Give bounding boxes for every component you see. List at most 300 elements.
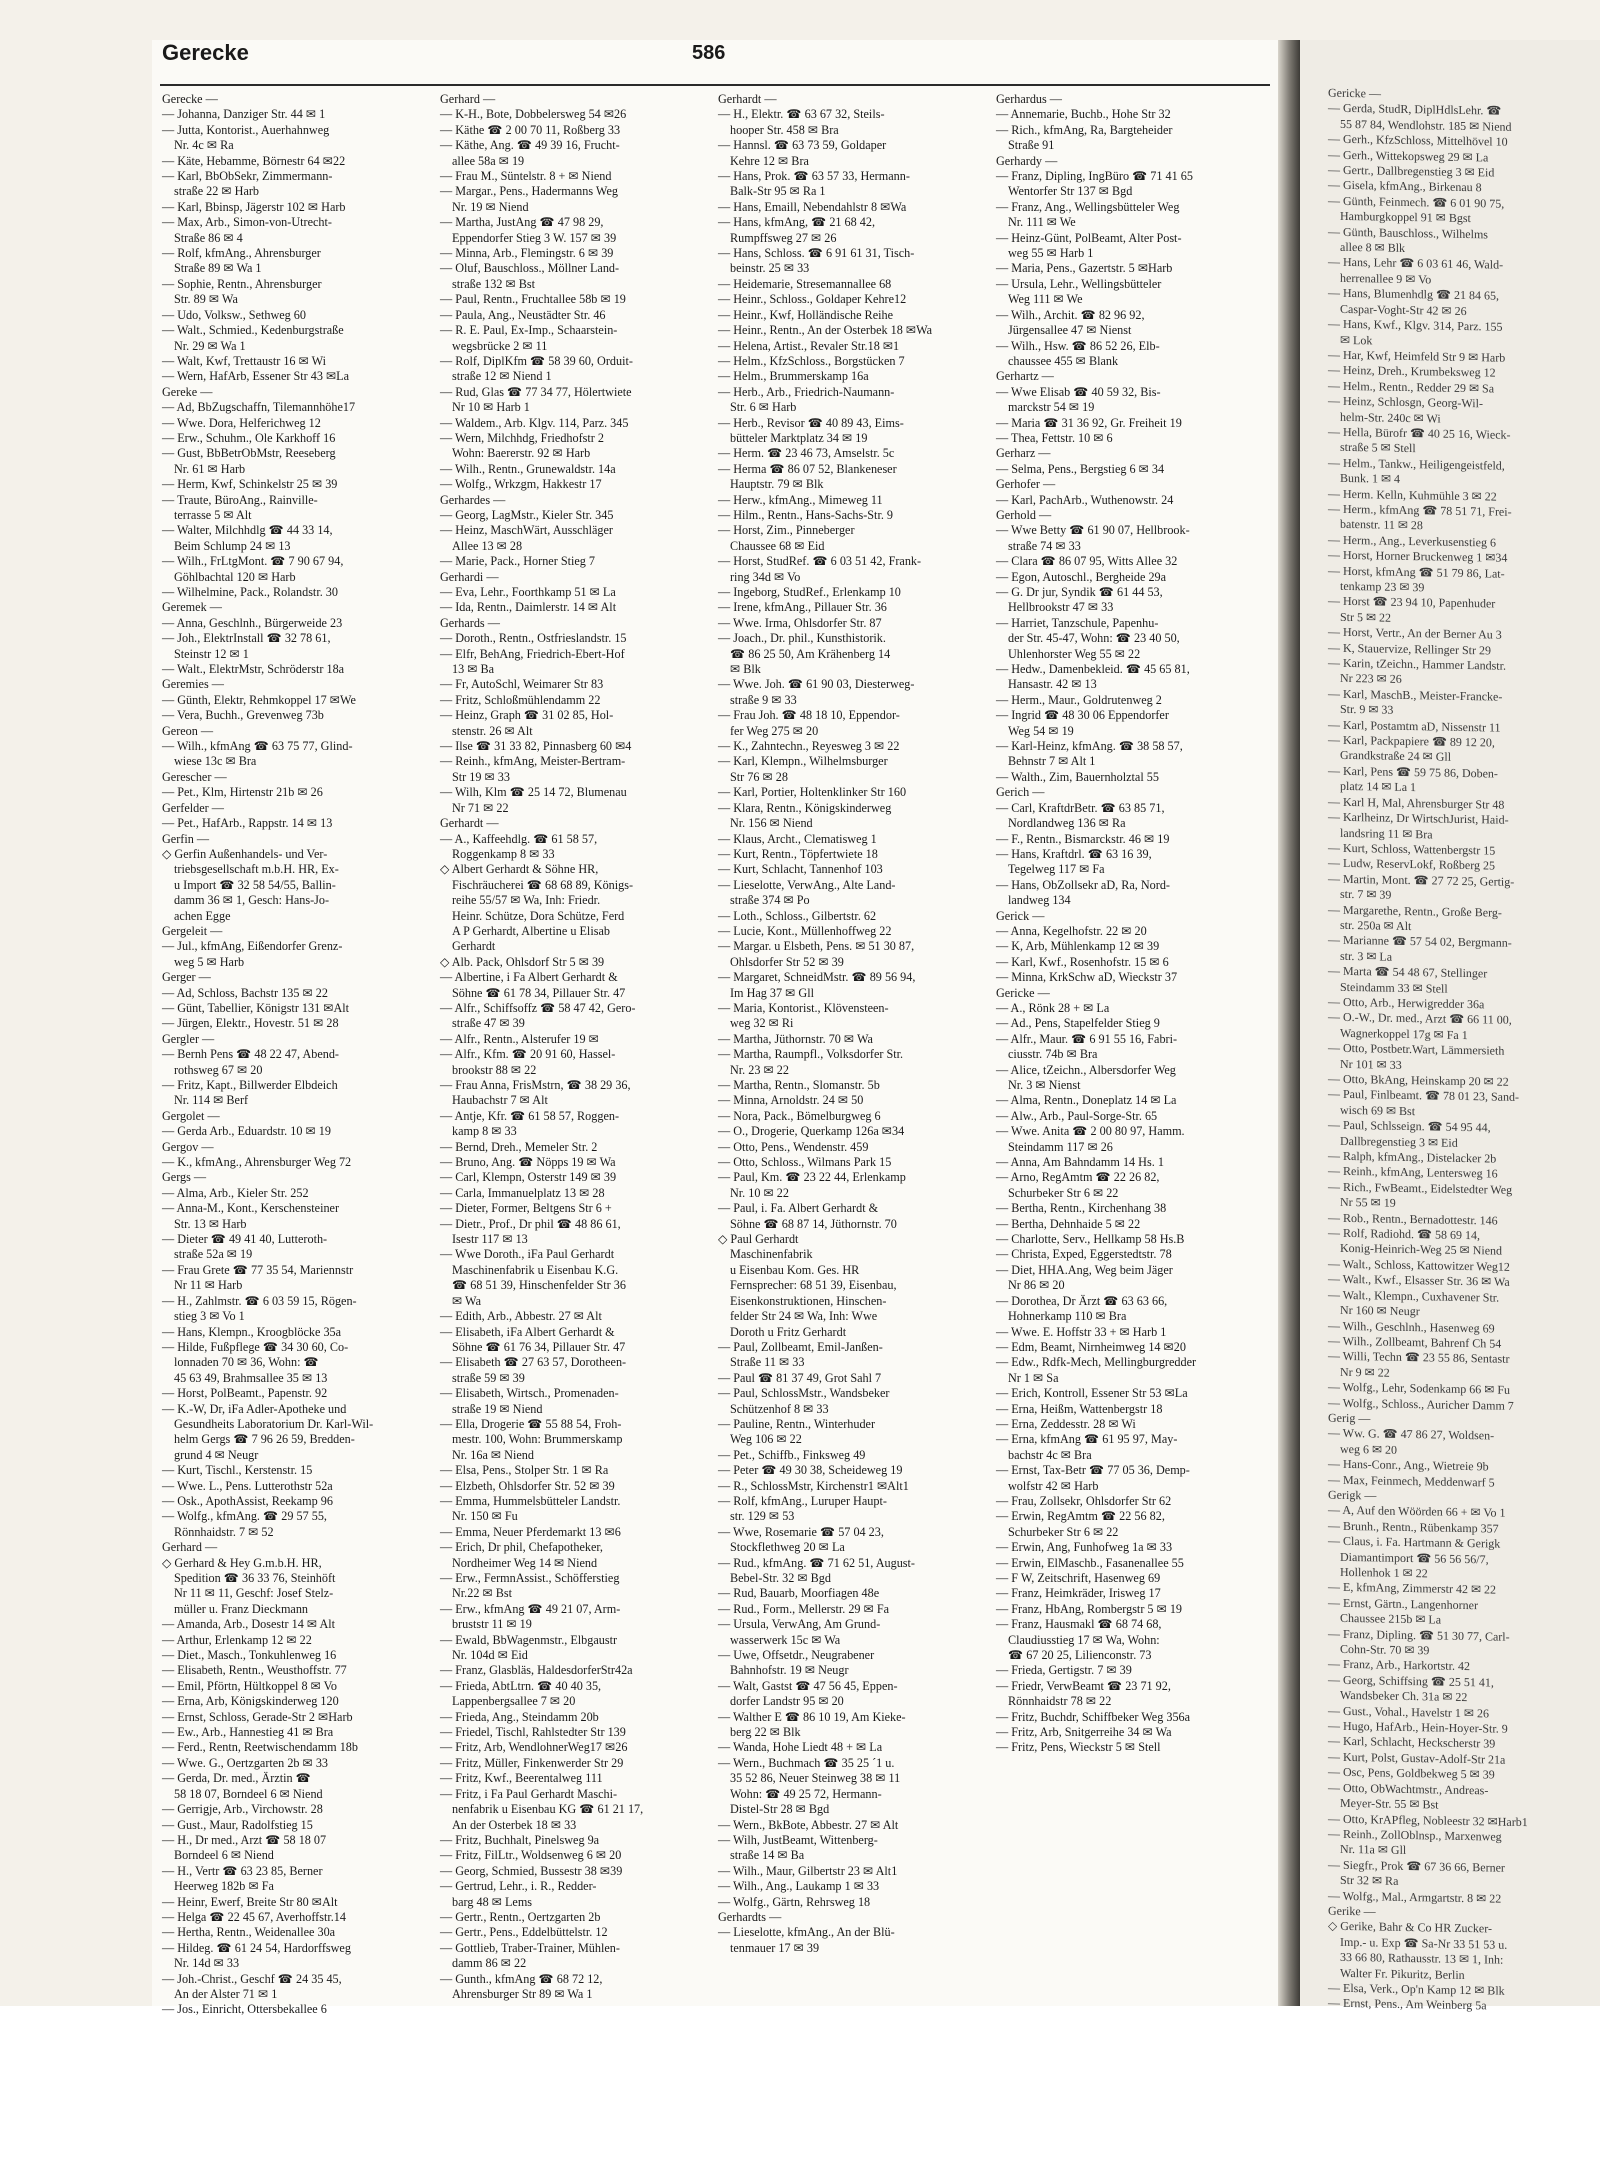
entry-continuation: helm-Str. 240c ✉ Wi	[1340, 409, 1441, 426]
directory-entry: — Erw., Schuhm., Ole Karkhoff 16	[162, 430, 336, 445]
entry-continuation: der Str. 45-47, Wohn: ☎ 23 40 50,	[1008, 631, 1180, 646]
directory-entry: — K-H., Bote, Dobbelersweg 54 ✉26	[440, 107, 627, 122]
entry-continuation: Straße 91	[1008, 138, 1055, 153]
directory-entry: — Käthe ☎ 2 00 70 11, Roßberg 33	[440, 122, 621, 137]
entry-continuation: Jürgensallee 47 ✉ Nienst	[1008, 323, 1132, 338]
directory-entry: — Paula, Ang., Neustädter Str. 46	[440, 307, 606, 322]
directory-entry: — Walt., Klempn., Cuxhavener Str.	[1328, 1287, 1500, 1305]
directory-entry: — Karl, Bbinsp, Jägerstr 102 ✉ Harb	[162, 199, 346, 214]
directory-entry: — Frau M., Süntelstr. 8 + ✉ Niend	[440, 169, 612, 184]
surname-heading: Gerhardt —	[440, 816, 499, 831]
entry-continuation: Str 5 ✉ 22	[1340, 609, 1392, 625]
directory-entry: — Horst ☎ 23 94 10, Papenhuder	[1328, 594, 1496, 611]
directory-entry: — Wilh., Geschlnh., Hasenweg 69	[1328, 1318, 1495, 1336]
entry-continuation: Nr. 14d ✉ 33	[174, 1956, 240, 1971]
entry-continuation: allee 58a ✉ 19	[452, 153, 525, 168]
directory-entry: — Erwin, ElMaschb., Fasanenallee 55	[996, 1555, 1184, 1570]
directory-entry: — Max, Feinmech, Meddenwarf 5	[1328, 1472, 1495, 1490]
directory-entry: — Wilh, Klm ☎ 25 14 72, Blumenau	[440, 785, 627, 800]
entry-continuation: damm 36 ✉ 1, Gesch: Hans-Jo-	[174, 893, 330, 908]
entry-continuation: barg 48 ✉ Lems	[452, 1894, 533, 1909]
directory-entry: — Wolfg., Schloss., Auricher Damm 7	[1328, 1395, 1514, 1413]
directory-entry: — Elzbeth, Ohlsdorfer Str. 52 ✉ 39	[440, 1478, 615, 1493]
directory-entry: — Selma, Pens., Bergstieg 6 ✉ 34	[996, 461, 1165, 476]
surname-heading: Gerhardy —	[996, 153, 1058, 168]
running-head	[162, 40, 1262, 80]
surname-heading: Gerich —	[996, 785, 1045, 800]
directory-entry: — Emma, Neuer Pferdemarkt 13 ✉6	[440, 1524, 621, 1539]
directory-entry: — Vera, Buchh., Grevenweg 73b	[162, 708, 324, 723]
scan-margin	[0, 2006, 1600, 2177]
directory-entry: — Paul, Km. ☎ 23 22 44, Erlenkamp	[718, 1170, 906, 1185]
directory-entry: — Rich., kfmAng, Ra, Bargteheider	[996, 122, 1173, 137]
entry-continuation: Söhne ☎ 61 78 34, Pillauer Str. 47	[452, 985, 626, 1000]
directory-entry: — Ursula, VerwAng, Am Grund-	[718, 1617, 881, 1632]
directory-entry: — Frieda, AbtLtrn. ☎ 40 40 35,	[440, 1678, 602, 1693]
directory-entry: — Walther E ☎ 86 10 19, Am Kieke-	[718, 1709, 906, 1724]
directory-entry: — Walt., Kwf., Elsasser Str. 36 ✉ Wa	[1328, 1271, 1510, 1290]
directory-entry: — Kurt, Rentn., Töpfertwiete 18	[718, 846, 878, 861]
directory-entry: — Wern, HafArb, Essener Str 43 ✉La	[162, 369, 350, 384]
directory-entry: — Günth, Elektr, Rehmkoppel 17 ✉We	[162, 692, 356, 707]
directory-entry: — Herm. ☎ 23 46 73, Amselstr. 5c	[718, 446, 895, 461]
entry-continuation: str. 129 ✉ 53	[730, 1509, 795, 1524]
directory-entry: — Gerda, Dr. med., Ärztin ☎	[162, 1771, 311, 1786]
directory-entry: — Osc, Pens, Goldbekweg 5 ✉ 39	[1328, 1764, 1495, 1782]
surname-heading: Gerhartz —	[996, 369, 1054, 384]
directory-entry: — Franz, Glasbläs, HaldesdorferStr42a	[440, 1663, 633, 1678]
directory-entry: — Kurt, Schlacht, Tannenhof 103	[718, 862, 883, 877]
entry-continuation: Nr 86 ✉ 20	[1008, 1278, 1065, 1293]
directory-entry: — Franz, HbAng, Rombergstr 5 ✉ 19	[996, 1601, 1183, 1616]
directory-entry: — Rud, Glas ☎ 77 34 77, Hölertwiete	[440, 384, 632, 399]
directory-entry: — Elisabeth, Wirtsch., Promenaden-	[440, 1386, 619, 1401]
directory-entry: — Helm., Rentn., Redder 29 ✉ Sa	[1328, 378, 1495, 396]
directory-entry: — Elisabeth, Rentn., Weusthoffstr. 77	[162, 1663, 347, 1678]
entry-continuation: Eppendorfer Stieg 3 W. 157 ✉ 39	[452, 230, 617, 245]
directory-entry: — Walt., Schloss, Kattowitzer Weg12	[1328, 1256, 1510, 1274]
entry-continuation: Isestr 117 ✉ 13	[452, 1232, 528, 1247]
entry-continuation: dorfer Landstr 95 ✉ 20	[730, 1694, 844, 1709]
directory-entry: — Waldem., Arb. Klgv. 114, Parz. 345	[440, 415, 629, 430]
entry-continuation: Fischräucherei ☎ 68 68 89, Königs-	[452, 877, 634, 892]
directory-entry: — Ingeborg, StudRef., Erlenkamp 10	[718, 585, 901, 599]
entry-continuation: Rönnhaidstr 78 ✉ 22	[1008, 1694, 1112, 1709]
directory-entry: — Doroth., Rentn., Ostfrieslandstr. 15	[440, 631, 627, 646]
directory-entry: — A, Auf den Wöörden 66 + ✉ Vo 1	[1328, 1503, 1506, 1521]
entry-continuation: Wagnerkoppel 17g ✉ Fa 1	[1340, 1025, 1468, 1042]
entry-continuation: kamp 8 ✉ 33	[452, 1124, 517, 1139]
header-rule	[160, 84, 1270, 86]
entry-continuation: helm Gergs ☎ 7 96 26 59, Bredden-	[174, 1432, 355, 1447]
directory-entry: — Franz, Hausmakl ☎ 68 74 68,	[996, 1617, 1162, 1632]
directory-entry: — Paul, i. Fa. Albert Gerhardt &	[718, 1201, 879, 1216]
directory-entry: ◇ Gerfin Außenhandels- und Ver-	[162, 846, 328, 861]
entry-continuation: str. 7 ✉ 39	[1340, 886, 1392, 902]
entry-continuation: Allee 13 ✉ 28	[452, 538, 523, 553]
directory-entry: — Gerh., Wittekopsweg 29 ✉ La	[1328, 147, 1489, 165]
entry-continuation: Walter Fr. Pikuritz, Berlin	[1340, 1965, 1465, 1982]
entry-continuation: Imp.- u. Exp ☎ Sa-Nr 33 51 53 u.	[1340, 1934, 1508, 1952]
entry-continuation: Nr. 4c ✉ Ra	[174, 138, 234, 153]
entry-continuation: Behnstr 7 ✉ Alt 1	[1008, 754, 1096, 769]
surname-heading: Gerig —	[1328, 1410, 1371, 1426]
directory-entry: — A., Rönk 28 + ✉ La	[996, 1000, 1110, 1015]
directory-entry: — Siegfr., Prok ☎ 67 36 66, Berner	[1328, 1857, 1505, 1875]
entry-continuation: Nr 1 ✉ Sa	[1008, 1370, 1059, 1385]
directory-entry: — Rud., kfmAng. ☎ 71 62 51, August-	[718, 1555, 915, 1570]
directory-entry: — Irene, kfmAng., Pillauer Str. 36	[718, 600, 887, 615]
directory-entry: — Wwe. Irma, Ohlsdorfer Str. 87	[718, 615, 882, 630]
surname-heading: Gerfin —	[162, 831, 210, 846]
directory-entry: — Wwe Elisab ☎ 40 59 32, Bis-	[996, 384, 1161, 399]
entry-continuation: Doroth u Fritz Gerhardt	[730, 1324, 847, 1339]
directory-entry: — Heinr., Kwf, Holländische Reihe	[718, 307, 893, 322]
directory-entry: — Heinr., Schloss., Goldaper Kehre12	[718, 292, 907, 307]
entry-continuation: ✉ Blk	[730, 662, 761, 677]
directory-entry: — Helm., Tankw., Heiligengeistfeld,	[1328, 455, 1505, 473]
entry-continuation: Nr. 16a ✉ Niend	[452, 1447, 534, 1462]
directory-entry: — Heinr, Ewerf, Breite Str 80 ✉Alt	[162, 1894, 338, 1909]
directory-entry: — Annemarie, Buchb., Hohe Str 32	[996, 107, 1171, 122]
directory-entry: — Gerrigje, Arb., Virchowstr. 28	[162, 1802, 323, 1817]
surname-heading: Geremek —	[162, 600, 222, 615]
directory-entry: — Hans, Emaill, Nebendahlstr 8 ✉Wa	[718, 199, 907, 214]
entry-continuation: Str 19 ✉ 33	[452, 769, 510, 784]
directory-entry: — Margar. u Elsbeth, Pens. ✉ 51 30 87,	[718, 939, 915, 954]
directory-entry: — Herm., Ang., Leverkusenstieg 6	[1328, 532, 1496, 550]
directory-entry: — Pet., Klm, Hirtenstr 21b ✉ 26	[162, 785, 323, 800]
surname-heading: Gerhards —	[440, 615, 500, 630]
directory-entry: — Rud, Bauarb, Moorfiagen 48e	[718, 1586, 880, 1601]
entry-continuation: achen Egge	[174, 908, 231, 923]
entry-continuation: Hansastr. 42 ✉ 13	[1008, 677, 1097, 692]
directory-entry: — Paul, SchlossMstr., Wandsbeker	[718, 1386, 890, 1401]
directory-entry: — Wilh., Maur, Gilbertstr 23 ✉ Alt1	[718, 1863, 898, 1878]
directory-entry: — Herma ☎ 86 07 52, Blankeneser	[718, 461, 897, 476]
surname-heading: Gergov —	[162, 1139, 214, 1154]
entry-continuation: wolfstr 42 ✉ Harb	[1008, 1478, 1099, 1493]
directory-entry: — Wern., BkBote, Abbestr. 27 ✉ Alt	[718, 1817, 899, 1832]
directory-entry: — O., Drogerie, Querkamp 126a ✉34	[718, 1124, 905, 1139]
entry-continuation: Schurbeker Str 6 ✉ 22	[1008, 1185, 1119, 1200]
entry-continuation: Steinstr 12 ✉ 1	[174, 646, 249, 661]
entry-continuation: straße 22 ✉ Harb	[174, 184, 260, 199]
directory-entry: — Bernd, Dreh., Memeler Str. 2	[440, 1139, 598, 1154]
directory-entry: — Gerh., KfzSchloss, Mittelhövel 10	[1328, 131, 1508, 149]
directory-entry: — Hans, Prok. ☎ 63 57 33, Hermann-	[718, 169, 910, 184]
entry-continuation: Nr 101 ✉ 33	[1340, 1056, 1402, 1072]
directory-entry: — Horst, PolBeamt., Papenstr. 92	[162, 1386, 328, 1401]
directory-entry: — Gerda, StudR, DiplHdlsLehr. ☎	[1328, 101, 1502, 119]
entry-continuation: Hellbrookstr 47 ✉ 33	[1008, 600, 1114, 615]
directory-entry: — Herm., kfmAng ☎ 78 51 71, Frei-	[1328, 501, 1512, 519]
surname-heading: Gerescher —	[162, 769, 227, 784]
entry-continuation: Bunk. 1 ✉ 4	[1340, 470, 1401, 487]
directory-entry: — K.-W, Dr, iFa Adler-Apotheke und	[162, 1401, 347, 1416]
directory-entry: — Erw., FermnAssist., Schöfferstieg	[440, 1571, 620, 1585]
directory-entry: — Emil, Pförtn, Hültkoppel 8 ✉ Vo	[162, 1678, 337, 1693]
directory-entry: — R. E. Paul, Ex-Imp., Schaarstein-	[440, 323, 618, 338]
directory-entry: — Maria ☎ 31 36 92, Gr. Freiheit 19	[996, 415, 1182, 430]
directory-entry: — Marie, Pack., Horner Stieg 7	[440, 554, 596, 569]
surname-heading: Gerhardi —	[440, 569, 499, 584]
entry-continuation: ciusstr. 74b ✉ Bra	[1008, 1047, 1098, 1062]
directory-entry: — Maria, Pens., Gazertstr. 5 ✉Harb	[996, 261, 1173, 276]
entry-continuation: straße 74 ✉ 33	[1008, 538, 1081, 553]
directory-entry: — Otto, BkAng, Heinskamp 20 ✉ 22	[1328, 1071, 1509, 1089]
directory-entry: — F., Rentn., Bismarckstr. 46 ✉ 19	[996, 831, 1170, 846]
directory-entry: — Günt, Tabellier, Königstr 131 ✉Alt	[162, 1000, 350, 1015]
directory-entry: — Karl, Pens ☎ 59 75 86, Doben-	[1328, 763, 1498, 781]
directory-entry: — Fritz, Pens, Wieckstr 5 ✉ Stell	[996, 1740, 1161, 1755]
entry-continuation: straße 52a ✉ 19	[174, 1247, 253, 1262]
entry-continuation: straße 374 ✉ Po	[730, 893, 810, 908]
directory-entry: — Pauline, Rentn., Winterhuder	[718, 1416, 876, 1431]
directory-entry: — Wolfg., Mal., Armgartstr. 8 ✉ 22	[1328, 1888, 1502, 1906]
directory-entry: — Brunh., Rentn., Rübenkamp 357	[1328, 1518, 1499, 1536]
surname-heading: Gergeleit —	[162, 923, 223, 938]
directory-entry: — Elisabeth, iFa Albert Gerhardt &	[440, 1324, 615, 1339]
entry-continuation: Gerhardt	[452, 939, 496, 954]
directory-entry: — Alw., Arb., Paul-Sorge-Str. 65	[996, 1108, 1158, 1123]
directory-entry: — Ad, Schloss, Bachstr 135 ✉ 22	[162, 985, 328, 1000]
directory-entry: — Horst, kfmAng ☎ 51 79 86, Lat-	[1328, 563, 1505, 581]
entry-continuation: stenstr. 26 ✉ Alt	[452, 723, 533, 738]
directory-entry: — R., SchlossMstr, Kirchenstr1 ✉Alt1	[718, 1478, 909, 1493]
directory-entry: — Elsa, Pens., Stolper Str. 1 ✉ Ra	[440, 1463, 609, 1478]
directory-entry: — Walth., Zim, Bauernholztal 55	[996, 769, 1159, 784]
directory-column-2	[440, 92, 704, 2001]
directory-entry: — Jul., kfmAng, Eißendorfer Grenz-	[162, 939, 343, 954]
entry-continuation: Wohn: ☎ 49 25 72, Hermann-	[730, 1786, 882, 1801]
directory-entry: — Ralph, kfmAng., Distelacker 2b	[1328, 1148, 1497, 1166]
directory-entry: — Wolfg., Gärtn, Rehrsweg 18	[718, 1894, 871, 1909]
directory-entry: — Ewald, BbWagenmstr., Elbgaustr	[440, 1632, 618, 1647]
book-gutter	[1278, 40, 1300, 2006]
directory-entry: — Karl, Kwf., Rosenhofstr. 15 ✉ 6	[996, 954, 1169, 969]
directory-entry: — H., Dr med., Arzt ☎ 58 18 07	[162, 1832, 327, 1847]
directory-entry: — Wern, Milchhdg, Friedhofstr 2	[440, 430, 604, 445]
directory-entry: — Ida, Rentn., Daimlerstr. 14 ✉ Alt	[440, 600, 617, 615]
directory-entry: — Horst, StudRef. ☎ 6 03 51 42, Frank-	[718, 554, 922, 569]
entry-continuation: beinstr. 25 ✉ 33	[730, 261, 810, 276]
directory-entry: — Horst, Horner Bruckenweg 1 ✉34	[1328, 547, 1508, 565]
directory-entry: ◇ Albert Gerhardt & Söhne HR,	[440, 862, 599, 877]
directory-entry: — Wolfg., Wrkzgm, Hakkestr 17	[440, 477, 602, 492]
directory-entry: — Klara, Rentn., Königskinderweg	[718, 800, 892, 815]
directory-entry: — Ursula, Lehr., Wellingsbütteler	[996, 276, 1162, 291]
entry-continuation: Bebel-Str. 32 ✉ Bgd	[730, 1571, 831, 1585]
entry-continuation: Nr 223 ✉ 26	[1340, 671, 1402, 687]
directory-entry: — Gust, BbBetrObMstr, Reeseberg	[162, 446, 336, 461]
directory-entry: — Erna, Heißm, Wattenbergstr 18	[996, 1401, 1163, 1416]
entry-continuation: Nr 71 ✉ 22	[452, 800, 509, 815]
entry-continuation: Weg 106 ✉ 22	[730, 1432, 802, 1447]
entry-continuation: bachstr 4c ✉ Bra	[1008, 1447, 1092, 1462]
directory-entry: — Anna, Am Bahndamm 14 Hs. 1	[996, 1155, 1164, 1170]
entry-continuation: bütteler Marktplatz 34 ✉ 19	[730, 430, 868, 445]
entry-continuation: Claudiusstieg 17 ✉ Wa, Wohn:	[1008, 1632, 1160, 1647]
entry-continuation: Nr. 11a ✉ Gll	[1340, 1842, 1407, 1858]
entry-continuation: Weg 111 ✉ We	[1008, 292, 1083, 307]
surname-heading: Gerfelder —	[162, 800, 224, 815]
surname-heading: Gerhardt —	[718, 92, 777, 106]
entry-continuation: Grandkstraße 24 ✉ Gll	[1340, 748, 1452, 765]
directory-entry: — Elsa, Verk., Op'n Kamp 12 ✉ Blk	[1328, 1980, 1505, 1998]
entry-continuation: Nr. 19 ✉ Niend	[452, 199, 529, 214]
directory-entry: — Edith, Arb., Abbestr. 27 ✉ Alt	[440, 1309, 602, 1324]
directory-entry: — H., Vertr ☎ 63 23 85, Berner	[162, 1863, 323, 1878]
entry-continuation: Wohn: Baererstr. 92 ✉ Harb	[452, 446, 591, 461]
directory-entry: — Oluf, Bauschloss., Möllner Land-	[440, 261, 620, 276]
directory-entry: — Karlheinz, Dr WirtschJurist, Haid-	[1328, 809, 1509, 827]
directory-entry: — Minna, Arnoldstr. 24 ✉ 50	[718, 1093, 864, 1108]
entry-continuation: terrasse 5 ✉ Alt	[174, 507, 252, 522]
entry-continuation: Ohlsdorfer Str 52 ✉ 39	[730, 954, 844, 969]
surname-heading: Gerhard —	[162, 1540, 218, 1555]
directory-entry: — Heinz, Graph ☎ 31 02 85, Hol-	[440, 708, 614, 723]
entry-continuation: marckstr 54 ✉ 19	[1008, 400, 1095, 415]
directory-entry: — Osk., ApothAssist, Reekamp 96	[162, 1493, 333, 1508]
directory-entry: — Horst, Zim., Pinneberger	[718, 523, 855, 538]
directory-entry: — Elisabeth ☎ 27 63 57, Dorotheen-	[440, 1355, 627, 1370]
directory-entry: — Alfr., Kfm. ☎ 20 91 60, Hassel-	[440, 1047, 616, 1062]
entry-continuation: Nr 10 ✉ Harb 1	[452, 400, 530, 415]
directory-entry: — Gerda Arb., Eduardstr. 10 ✉ 19	[162, 1124, 331, 1139]
directory-entry: — Wwe. E. Hoffstr 33 + ✉ Harb 1	[996, 1324, 1167, 1339]
entry-continuation: Haubachstr 7 ✉ Alt	[452, 1093, 548, 1108]
directory-entry: — Margaret, SchneidMstr. ☎ 89 56 94,	[718, 970, 916, 985]
directory-entry: — Karl H, Mal, Ahrensburger Str 48	[1328, 794, 1505, 812]
entry-continuation: Distel-Str 28 ✉ Bgd	[730, 1802, 830, 1817]
directory-entry: — Erna, Zeddesstr. 28 ✉ Wi	[996, 1416, 1136, 1431]
directory-entry: — Fritz, Müller, Finkenwerder Str 29	[440, 1755, 624, 1770]
directory-entry: — Klaus, Archt., Clematisweg 1	[718, 831, 877, 846]
directory-entry: — Gertrud, Lehr., i. R., Redder-	[440, 1879, 597, 1894]
entry-continuation: Nr 11 ✉ Harb	[174, 1278, 243, 1293]
entry-continuation: straße 47 ✉ 39	[452, 1016, 525, 1031]
entry-continuation: Str. 6 ✉ Harb	[730, 400, 797, 415]
entry-continuation: berg 22 ✉ Blk	[730, 1725, 801, 1740]
directory-entry: — Minna, Arb., Flemingstr. 6 ✉ 39	[440, 246, 614, 261]
directory-entry: — Paul, Rentn., Fruchtallee 58b ✉ 19	[440, 292, 626, 307]
entry-continuation: stieg 3 ✉ Vo 1	[174, 1309, 245, 1324]
directory-entry: — Emma, Hummelsbütteler Landstr.	[440, 1493, 621, 1508]
directory-entry: — Lieselotte, VerwAng., Alte Land-	[718, 877, 896, 892]
entry-continuation: Hauptstr. 79 ✉ Blk	[730, 477, 824, 492]
directory-entry: — Helm., Brummerskamp 16a	[718, 369, 869, 384]
directory-entry: — K, Stauervize, Rellinger Str 29	[1328, 640, 1491, 658]
directory-entry: — Edm, Beamt, Nirnheimweg 14 ✉20	[996, 1339, 1186, 1354]
directory-entry: — Reinh., kfmAng, Lentersweg 16	[1328, 1164, 1498, 1182]
directory-entry: — Walt., Schmied., Kedenburgstraße	[162, 323, 344, 338]
entry-continuation: Nr. 150 ✉ Fu	[452, 1509, 518, 1524]
surname-heading: Gerhold —	[996, 507, 1052, 522]
directory-entry: — Franz, Dipling, IngBüro ☎ 71 41 65	[996, 169, 1193, 184]
directory-entry: — K., Zahntechn., Reyesweg 3 ✉ 22	[718, 739, 900, 754]
directory-entry: — Hilm., Rentn., Hans-Sachs-Str. 9	[718, 507, 894, 522]
directory-entry: — Lieselotte, kfmAng., An der Blü-	[718, 1925, 895, 1940]
directory-entry: — Hedw., Damenbekleid. ☎ 45 65 81,	[996, 662, 1190, 677]
directory-entry: — Otto, Arb., Herwigredder 36a	[1328, 994, 1485, 1012]
entry-continuation: Ahrensburger Str 89 ✉ Wa 1	[452, 1986, 593, 2001]
directory-entry: — Frieda, Ang., Steindamm 20b	[440, 1709, 599, 1724]
directory-entry: — Jutta, Kontorist., Auerhahnweg	[162, 122, 330, 137]
directory-entry: — Wilh., Rentn., Grunewaldstr. 14a	[440, 461, 616, 476]
directory-entry: — Wwe, Rosemarie ☎ 57 04 23,	[718, 1524, 884, 1539]
directory-entry: — Wilh., Zollbeamt, Bahrenf Ch 54	[1328, 1333, 1502, 1351]
entry-continuation: straße 9 ✉ 33	[730, 692, 797, 707]
surname-heading: Gerger —	[162, 970, 211, 985]
directory-entry: — Herb., Arb., Friedrich-Naumann-	[718, 384, 895, 399]
directory-entry: — Edw., Rdfk-Mech, Mellingburgredder	[996, 1355, 1197, 1370]
entry-continuation: Caspar-Voght-Str 42 ✉ 26	[1340, 301, 1467, 318]
directory-entry: — Wern., Buchmach ☎ 35 25 ´1 u.	[718, 1755, 895, 1770]
directory-entry: — Horst, Vertr., An der Berner Au 3	[1328, 624, 1502, 642]
directory-entry: — Ingrid ☎ 48 30 06 Eppendorfer	[996, 708, 1169, 723]
directory-entry: — Johanna, Danziger Str. 44 ✉ 1	[162, 107, 326, 122]
entry-continuation: wiese 13c ✉ Bra	[174, 754, 257, 769]
directory-entry: — Gisela, kfmAng., Birkenau 8	[1328, 178, 1482, 195]
entry-continuation: Str. 9 ✉ 33	[1340, 702, 1394, 718]
entry-continuation: Nr. 3 ✉ Nienst	[1008, 1078, 1081, 1092]
directory-entry: — Hugo, HafArb., Hein-Hoyer-Str. 9	[1328, 1718, 1508, 1736]
directory-entry: — Martha, Raumpfl., Volksdorfer Str.	[718, 1047, 904, 1062]
directory-entry: — Heinz, Dreh., Krumbeksweg 12	[1328, 362, 1496, 380]
directory-entry: — O.-W., Dr. med., Arzt ☎ 66 11 00,	[1328, 1010, 1512, 1028]
entry-continuation: Nr. 156 ✉ Niend	[730, 816, 813, 831]
directory-entry: — Arthur, Erlenkamp 12 ✉ 22	[162, 1632, 312, 1647]
directory-entry: — Heidemarie, Stresemannallee 68	[718, 276, 892, 291]
directory-entry: — Ilse ☎ 31 33 82, Pinnasberg 60 ✉4	[440, 739, 632, 754]
directory-entry: — Paul, Schlsseign. ☎ 54 95 44,	[1328, 1117, 1491, 1135]
entry-continuation: Chaussee 215b ✉ La	[1340, 1611, 1442, 1627]
directory-entry: — Herw., kfmAng., Mimeweg 11	[718, 492, 883, 507]
directory-entry: — Ella, Drogerie ☎ 55 88 54, Froh-	[440, 1416, 622, 1431]
directory-entry: — Max, Arb., Simon-von-Utrecht-	[162, 215, 332, 230]
directory-entry: — H., Elektr. ☎ 63 67 32, Steils-	[718, 107, 885, 122]
directory-entry: — Alma, Arb., Kieler Str. 252	[162, 1185, 309, 1200]
directory-entry: — Erwin, Ang, Funhofweg 1a ✉ 33	[996, 1540, 1173, 1555]
directory-entry: — Loth., Schloss., Gilbertstr. 62	[718, 908, 877, 923]
entry-continuation: 13 ✉ Ba	[452, 662, 495, 677]
entry-continuation: Söhne ☎ 61 76 34, Pillauer Str. 47	[452, 1339, 626, 1354]
directory-entry: — Georg, Schiffsing ☎ 25 51 41,	[1328, 1672, 1494, 1690]
directory-entry: — Hans, Lehr ☎ 6 03 61 46, Wald-	[1328, 255, 1504, 273]
directory-entry: — Arno, RegAmtm ☎ 22 26 82,	[996, 1170, 1160, 1185]
directory-entry: — Egon, Autoschl., Bergheide 29a	[996, 569, 1167, 584]
entry-continuation: Heinr. Schütze, Dora Schütze, Ferd	[452, 908, 625, 923]
directory-entry: — Frau, Zollsekr, Ohlsdorfer Str 62	[996, 1493, 1172, 1508]
directory-entry: — Hans, ObZollsekr aD, Ra, Nord-	[996, 877, 1170, 892]
directory-entry: — Rolf, kfmAng., Ahrensburger	[162, 246, 321, 261]
surname-heading: Gerharz —	[996, 446, 1051, 461]
directory-entry: — F W, Zeitschrift, Hasenweg 69	[996, 1571, 1161, 1585]
entry-continuation: Uhlenhorster Weg 55 ✉ 22	[1008, 646, 1141, 661]
directory-entry: — Otto, Schloss., Wilmans Park 15	[718, 1155, 892, 1170]
surname-heading: Gerigk —	[1328, 1487, 1377, 1503]
entry-continuation: Konig-Heinrich-Weg 25 ✉ Niend	[1340, 1241, 1503, 1259]
directory-entry: — Franz, Arb., Harkortstr. 42	[1328, 1657, 1470, 1674]
directory-entry: — Frieda, Gertigstr. 7 ✉ 39	[996, 1663, 1132, 1678]
directory-entry: — Frau Grete ☎ 77 35 54, Mariennstr	[162, 1262, 354, 1277]
entry-continuation: wisch 69 ✉ Bst	[1340, 1102, 1416, 1118]
directory-entry: — Gust., Maur, Radolfstieg 15	[162, 1817, 313, 1832]
directory-entry: — Martha, Rentn., Slomanstr. 5b	[718, 1078, 880, 1092]
surname-heading: Gerhardts —	[718, 1909, 782, 1924]
surname-heading: Gericke —	[996, 985, 1050, 1000]
